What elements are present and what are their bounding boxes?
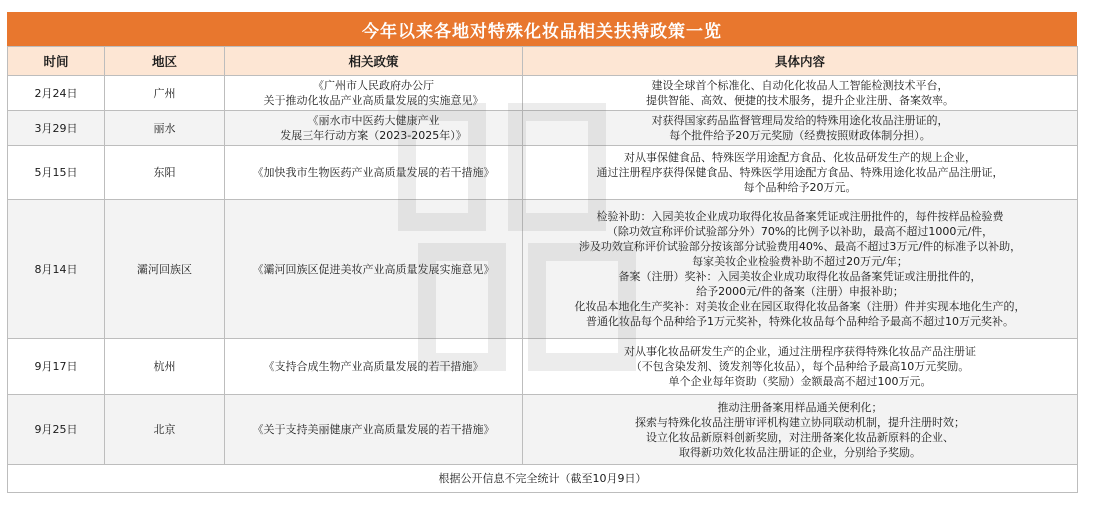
cell-date: 5月15日 (8, 146, 105, 200)
detail-line: 对从事化妆品研发生产的企业，通过注册程序获得特殊化妆品产品注册证 (624, 345, 976, 358)
detail-line: 检验补助：入园美妆企业成功取得化妆品备案凭证或注册批件的，每件按样品检验费 (596, 210, 1004, 223)
detail-line: 通过注册程序获得保健食品、特殊医学用途配方食品、特殊用途化妆品产品注册证， (596, 166, 1004, 179)
footer-note: 根据公开信息不完全统计（截至10月9日） (8, 465, 1078, 493)
cell-region: 北京 (105, 395, 225, 465)
cell-policy (225, 395, 523, 465)
detail-line: 设立化妆品新原料创新奖励，对注册备案化妆品新原料的企业、 (646, 430, 954, 444)
detail-line: 建设全球首个标准化、自动化化妆品人工智能检测技术平台， (651, 79, 949, 92)
cell-date: 2月24日 (8, 76, 105, 111)
header-date: 时间 (8, 47, 105, 76)
cell-detail (523, 395, 1078, 465)
detail-line: 化妆品本地化生产奖补：对美妆企业在园区取得化妆品备案（注册）件并实现本地化生产的， (574, 300, 1026, 313)
detail-line: 普通化妆品每个品种给予1万元奖补，特殊化妆品每个品种给予最高不超过10万元奖补。 (586, 315, 1014, 328)
header-policy: 相关政策 (225, 47, 523, 76)
policy-table (7, 46, 1078, 493)
policy-line: 《灞河回族区促进美妆产业高质量发展实施意见》 (252, 262, 495, 276)
detail-line: （不包含染发剂、烫发剂等化妆品），每个品种给予最高10万元奖励。 (630, 360, 970, 373)
table-row (8, 146, 1078, 200)
detail-line: 备案（注册）奖补：入园美妆企业成功取得化妆品备案凭证或注册批件的， (618, 270, 982, 283)
policy-table-container (7, 12, 1077, 493)
cell-policy (225, 146, 523, 200)
cell-date: 3月29日 (8, 111, 105, 146)
policy-line: 《加快我市生物医药产业高质量发展的若干措施》 (252, 166, 495, 179)
cell-region: 东阳 (105, 146, 225, 200)
cell-date: 9月17日 (8, 339, 105, 395)
policy-line: 《广州市人民政府办公厅 (313, 79, 434, 92)
cell-policy (225, 76, 523, 111)
policy-line: 《支持合成生物产业高质量发展的若干措施》 (263, 360, 484, 373)
header-detail: 具体内容 (523, 47, 1078, 76)
detail-line: 对获得国家药品监督管理局发给的特殊用途化妆品注册证的， (651, 114, 949, 127)
detail-line: 推动注册备案用样品通关便利化； (717, 400, 883, 414)
cell-policy (225, 200, 523, 339)
cell-region: 灞河回族区 (105, 200, 225, 339)
detail-line: 取得新功效化妆品注册证的企业，分别给予奖励。 (679, 445, 921, 459)
table-row (8, 76, 1078, 111)
table-row (8, 395, 1078, 465)
cell-detail (523, 111, 1078, 146)
policy-line: 《关于支持美丽健康产业高质量发展的若干措施》 (252, 423, 495, 436)
detail-line: 提供智能、高效、便捷的技术服务，提升企业注册、备案效率。 (646, 94, 954, 107)
cell-region: 广州 (105, 76, 225, 111)
table-title: 今年以来各地对特殊化妆品相关扶持政策一览 (7, 12, 1077, 46)
cell-policy (225, 111, 523, 146)
detail-line: 涉及功效宣称评价试验部分按该部分试验费用40%、最高不超过3万元/件的标准予以补助， (578, 240, 1022, 253)
cell-policy (225, 339, 523, 395)
cell-date: 9月25日 (8, 395, 105, 465)
detail-line: （除功效宣称评价试验部分外）70%的比例予以补助，最高不超过1000元/件， (606, 225, 994, 238)
detail-line: 每个品种给予20万元。 (743, 181, 857, 194)
detail-line: 每个批件给予20万元奖励（经费按照财政体制分担）。 (669, 129, 931, 142)
cell-region: 丽水 (105, 111, 225, 146)
cell-date: 8月14日 (8, 200, 105, 339)
policy-line: 发展三年行动方案（2023-2025年）》 (280, 129, 467, 142)
detail-line: 单个企业每年资助（奖励）金额最高不超过100万元。 (668, 375, 932, 388)
detail-line: 对从事保健食品、特殊医学用途配方食品、化妆品研发生产的规上企业， (624, 151, 976, 164)
policy-line: 《丽水市中医药大健康产业 (307, 114, 440, 127)
footer-row (8, 465, 1078, 493)
detail-line: 每家美妆企业检验费补助不超过20万元/年； (692, 255, 908, 268)
detail-line: 探索与特殊化妆品注册审评机构建立协同联动机制，提升注册时效； (635, 415, 965, 429)
cell-detail (523, 339, 1078, 395)
table-row (8, 200, 1078, 339)
detail-line: 给予2000元/件的备案（注册）申报补助； (696, 285, 904, 298)
table-row (8, 339, 1078, 395)
header-region: 地区 (105, 47, 225, 76)
table-row (8, 111, 1078, 146)
cell-region: 杭州 (105, 339, 225, 395)
header-row (8, 47, 1078, 76)
cell-detail (523, 76, 1078, 111)
policy-line: 关于推动化妆品产业高质量发展的实施意见》 (263, 94, 484, 107)
cell-detail (523, 146, 1078, 200)
cell-detail (523, 200, 1078, 339)
